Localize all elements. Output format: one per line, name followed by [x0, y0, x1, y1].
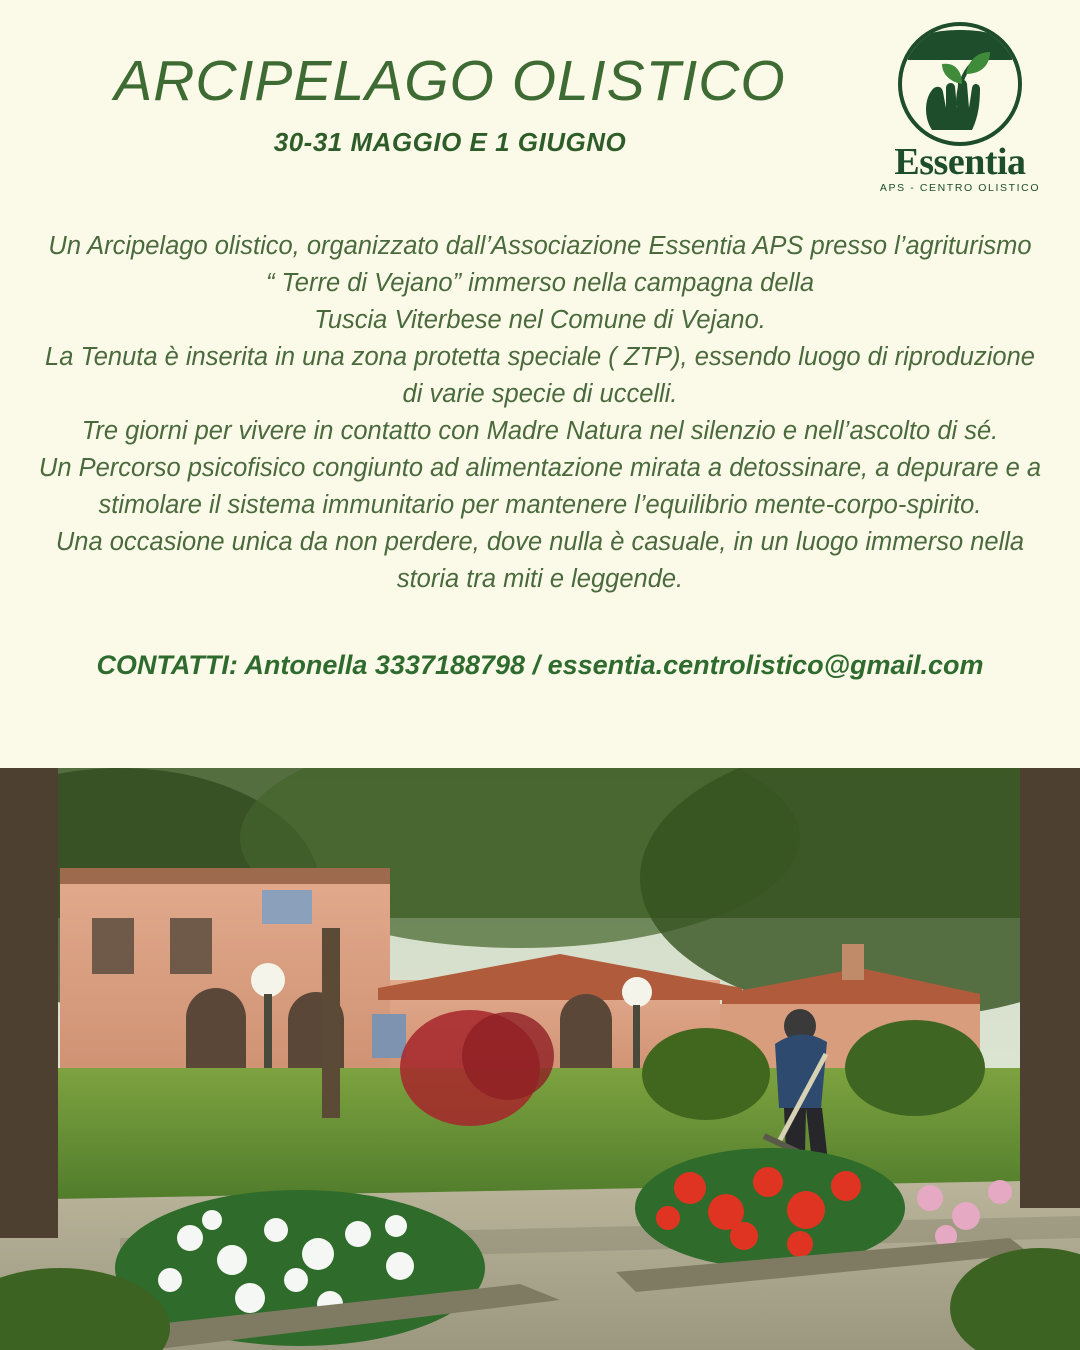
brand-logo [876, 22, 1044, 197]
description-line: Tre giorni per vivere in contatto con Madre Natura nel silenzio e nell’ascolto di sé. [81, 417, 999, 445]
venue-photo [0, 768, 1080, 1350]
logo-wordmark: Essentia [894, 141, 1026, 183]
page-title: ARCIPELAGO OLISTICO [114, 49, 786, 113]
description-line: Una occasione unica da non perdere, dove nulla è casuale, in un luogo immerso nella storia tra miti e leggende. [55, 528, 1025, 593]
poster-header [0, 0, 1080, 200]
description-block [0, 228, 1080, 598]
description-line: “ Terre di Vejano” immerso nella campagna della [265, 269, 815, 297]
description-line: Un Percorso psicofisico congiunto ad alimentazione mirata a detossinare, a depurare e a stimolare il sistema immunitario per mantenere l’equilibrio mente-corpo-spirito. [38, 454, 1042, 519]
description-line: Tuscia Viterbese nel Comune di Vejano. [314, 306, 766, 334]
hand-with-leaf-icon [898, 22, 1022, 146]
event-dates: 30-31 MAGGIO E 1 GIUGNO [273, 127, 627, 157]
description-line: Un Arcipelago olistico, organizzato dall’Associazione Essentia APS presso l’agriturismo [48, 232, 1032, 260]
contacts-line: CONTATTI: Antonella 3337188798 / essentia.centrolistico@gmail.com [96, 650, 984, 680]
logo-tagline: APS - CENTRO OLISTICO [879, 182, 1041, 194]
description-line: La Tenuta è inserita in una zona protetta speciale ( ZTP), essendo luogo di riproduzione di varie specie di uccelli. [45, 343, 1035, 408]
